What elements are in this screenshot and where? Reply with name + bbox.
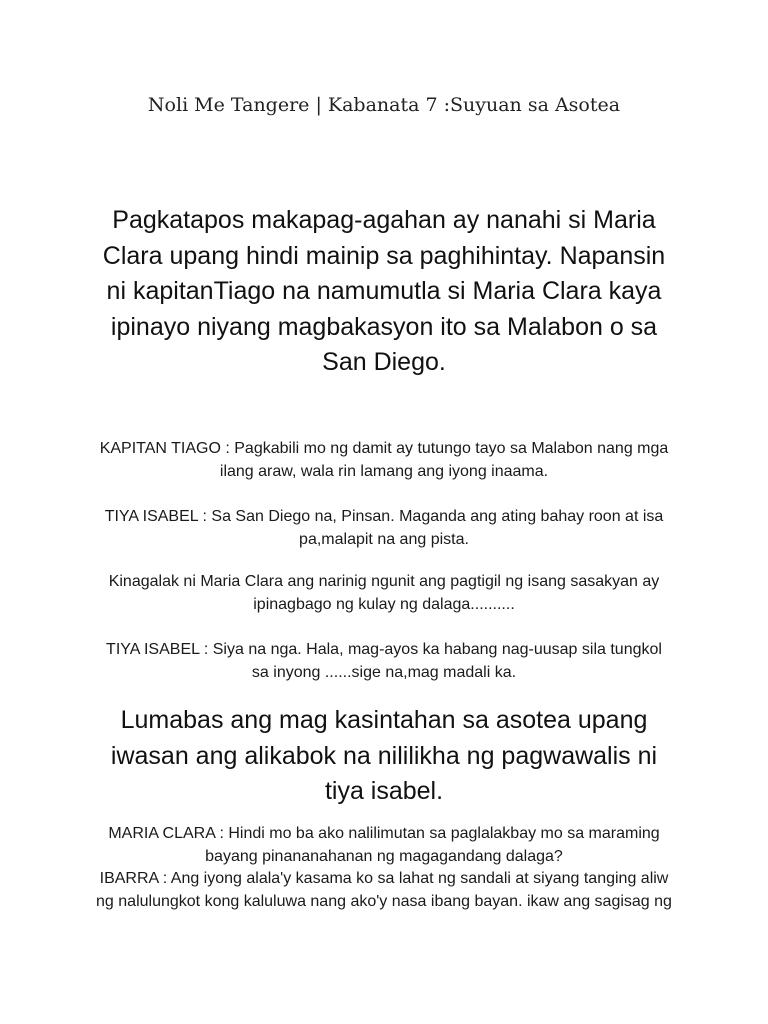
narration-line: Kinagalak ni Maria Clara ang narinig ngunit ang pagtigil ng isang sasakyan ay bbox=[108, 573, 660, 590]
heading-line: tiya isabel. bbox=[324, 777, 444, 805]
intro-line: San Diego. bbox=[322, 348, 446, 376]
narration-line: ipinagbago ng kulay ng dalaga.......... bbox=[253, 595, 515, 613]
dialogue-line: TIYA ISABEL : Siya na nga. Hala, mag-ayos ka habang nag-uusap sila tungkol bbox=[106, 641, 662, 658]
dialogue-line: ng nalulungkot kong kaluluwa nang ako'y nasa ibang bayan. ikaw ang sagisag ng bbox=[96, 892, 672, 910]
dialogue-line: ilang araw, wala rin lamang ang iyong inaama. bbox=[219, 462, 549, 480]
dialogue-line: pa,malapit na ang pista. bbox=[299, 530, 469, 548]
dialogue-line: KAPITAN TIAGO : Pagkabili mo ng damit ay tutungo tayo sa Malabon nang mga bbox=[99, 440, 669, 457]
intro-paragraph bbox=[84, 203, 684, 381]
dialogue-kapitan-tiago bbox=[84, 438, 684, 483]
intro-line: Clara upang hindi mainip sa paghihintay. Napansin bbox=[102, 241, 666, 270]
dialogue-maria-clara bbox=[84, 823, 684, 868]
dialogue-line: IBARRA : Ang iyong alala'y kasama ko sa lahat ng sandali at siyang tanging aliw bbox=[99, 870, 669, 887]
dialogue-ibarra bbox=[84, 868, 684, 913]
dialogue-line: MARIA CLARA : Hindi mo ba ako nalilimutan sa paglalakbay mo sa maraming bbox=[108, 825, 660, 842]
dialogue-line: bayang pinananahanan ng magagandang dalaga? bbox=[205, 847, 563, 865]
dialogue-line: sa inyong ......sige na,mag madali ka. bbox=[251, 663, 517, 681]
section-heading-asotea bbox=[84, 703, 684, 810]
heading-line: iwasan ang alikabok na nililikha ng pagwawalis ni bbox=[110, 741, 658, 770]
document-title: Noli Me Tangere | Kabanata 7 :Suyuan sa Asotea bbox=[147, 94, 621, 116]
dialogue-tiya-isabel-2 bbox=[84, 639, 684, 684]
dialogue-line: TIYA ISABEL : Sa San Diego na, Pinsan. Maganda ang ating bahay roon at isa bbox=[104, 508, 664, 525]
intro-line: ni kapitanTiago na namumutla si Maria Clara kaya bbox=[106, 277, 662, 305]
dialogue-tiya-isabel-1 bbox=[84, 506, 684, 551]
heading-line: Lumabas ang mag kasintahan sa asotea upang bbox=[120, 706, 648, 734]
narration-maria-clara bbox=[84, 571, 684, 616]
intro-line: Pagkatapos makapag-agahan ay nanahi si Maria bbox=[112, 206, 656, 234]
intro-line: ipinayo niyang magbakasyon ito sa Malabon o sa bbox=[110, 312, 658, 341]
